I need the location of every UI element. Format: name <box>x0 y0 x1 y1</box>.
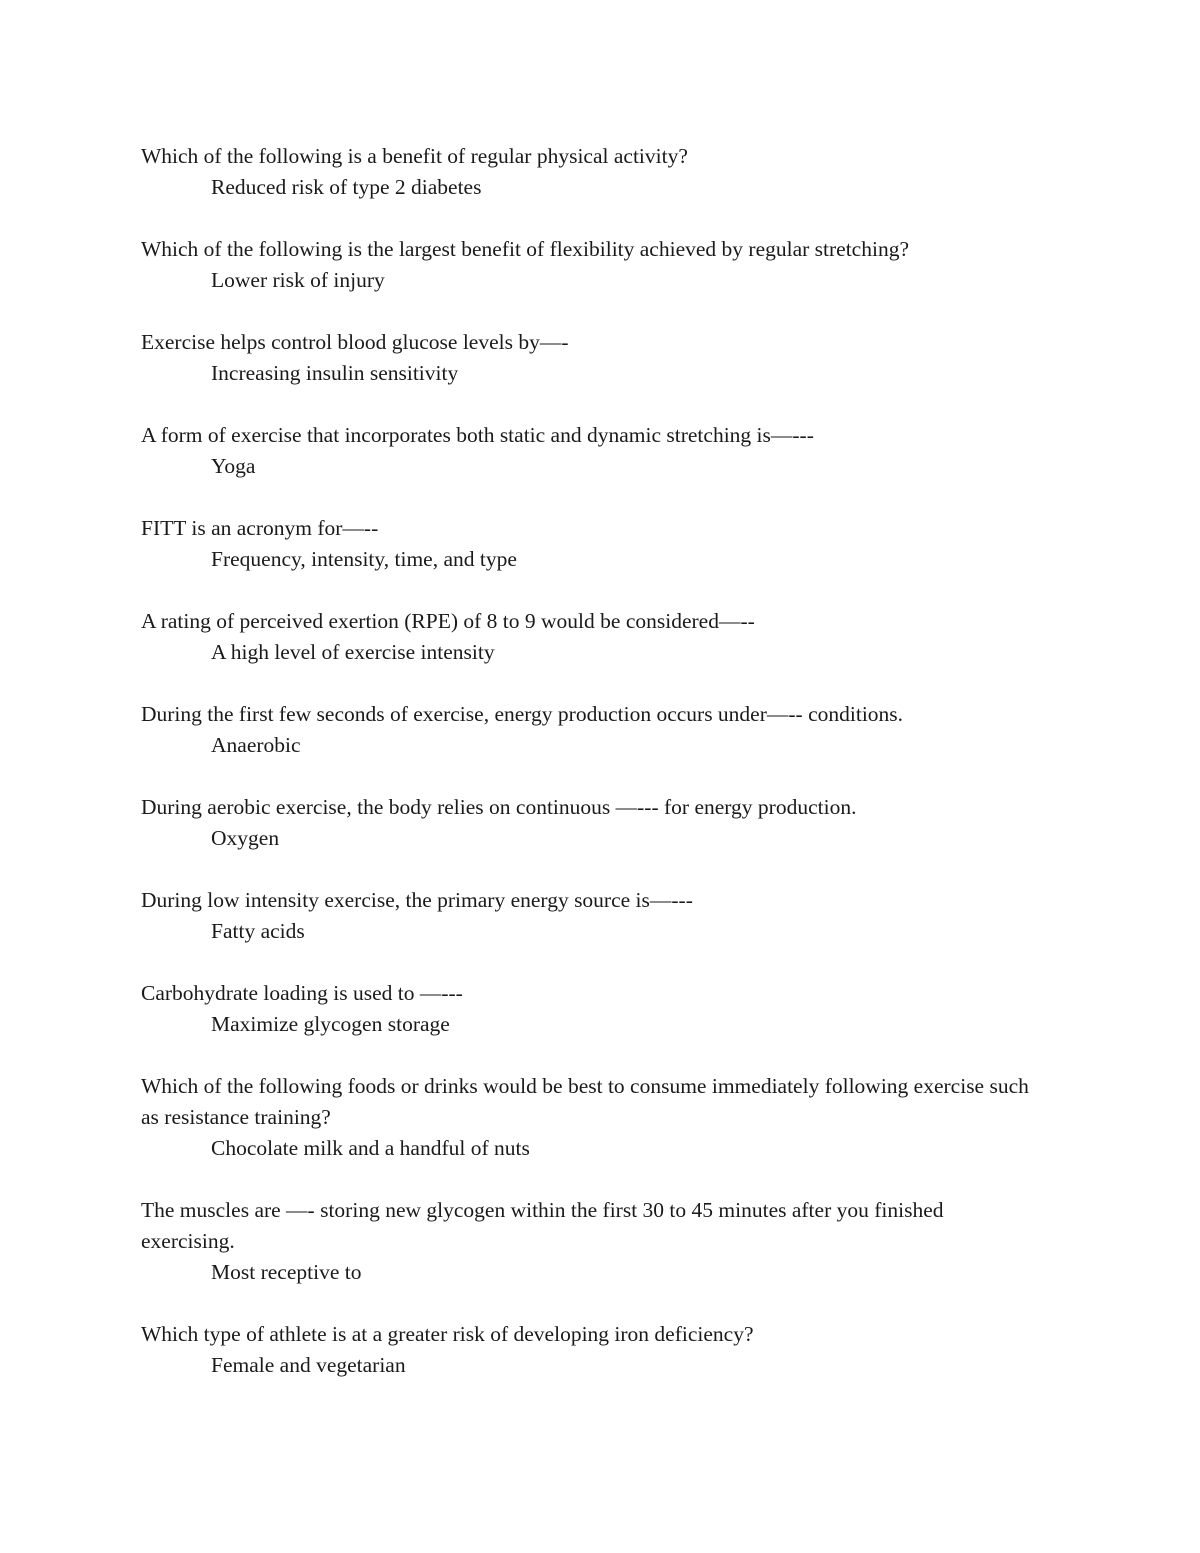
question-text: During low intensity exercise, the primary energy source is—--- <box>141 888 693 912</box>
answer-text: Increasing insulin sensitivity <box>211 361 459 385</box>
answer-text: Reduced risk of type 2 diabetes <box>211 175 482 199</box>
answer-text: A high level of exercise intensity <box>211 640 495 664</box>
qa-item <box>141 1319 1041 1381</box>
answer-text: Yoga <box>211 454 256 478</box>
question-text: Exercise helps control blood glucose levels by—- <box>141 330 569 354</box>
question-text: FITT is an acronym for—-- <box>141 516 379 540</box>
question-text: Which type of athlete is at a greater risk of developing iron deficiency? <box>141 1322 754 1346</box>
question-text: A rating of perceived exertion (RPE) of 8 to 9 would be considered—-- <box>141 609 755 633</box>
question-text: Which of the following foods or drinks would be best to consume immediately following exercise such as resistance training? <box>141 1074 1029 1129</box>
qa-item <box>141 1195 1041 1288</box>
question-text: Which of the following is a benefit of regular physical activity? <box>141 144 688 168</box>
question-text: Which of the following is the largest benefit of flexibility achieved by regular stretching? <box>141 237 909 261</box>
answer-text: Oxygen <box>211 826 280 850</box>
answer-text: Fatty acids <box>211 919 305 943</box>
qa-item <box>141 792 1041 854</box>
question-text: Carbohydrate loading is used to —--- <box>141 981 463 1005</box>
answer-text: Lower risk of injury <box>211 268 385 292</box>
qa-item <box>141 420 1041 482</box>
qa-item <box>141 885 1041 947</box>
qa-item <box>141 234 1041 296</box>
answer-text: Female and vegetarian <box>211 1353 406 1377</box>
question-text: During the first few seconds of exercise, energy production occurs under—-- conditions. <box>141 702 904 726</box>
qa-item <box>141 606 1041 668</box>
question-text: A form of exercise that incorporates both static and dynamic stretching is—--- <box>141 423 814 447</box>
answer-text: Anaerobic <box>211 733 301 757</box>
qa-item <box>141 978 1041 1040</box>
answer-text: Most receptive to <box>211 1260 362 1284</box>
qa-item <box>141 513 1041 575</box>
question-text: The muscles are —- storing new glycogen within the first 30 to 45 minutes after you finished exercising. <box>141 1198 944 1253</box>
qa-list <box>141 141 1041 1412</box>
qa-item <box>141 327 1041 389</box>
qa-item <box>141 141 1041 203</box>
qa-item <box>141 1071 1041 1164</box>
qa-item <box>141 699 1041 761</box>
answer-text: Maximize glycogen storage <box>211 1012 450 1036</box>
question-text: During aerobic exercise, the body relies on continuous —--- for energy production. <box>141 795 857 819</box>
answer-text: Chocolate milk and a handful of nuts <box>211 1136 530 1160</box>
answer-text: Frequency, intensity, time, and type <box>211 547 517 571</box>
